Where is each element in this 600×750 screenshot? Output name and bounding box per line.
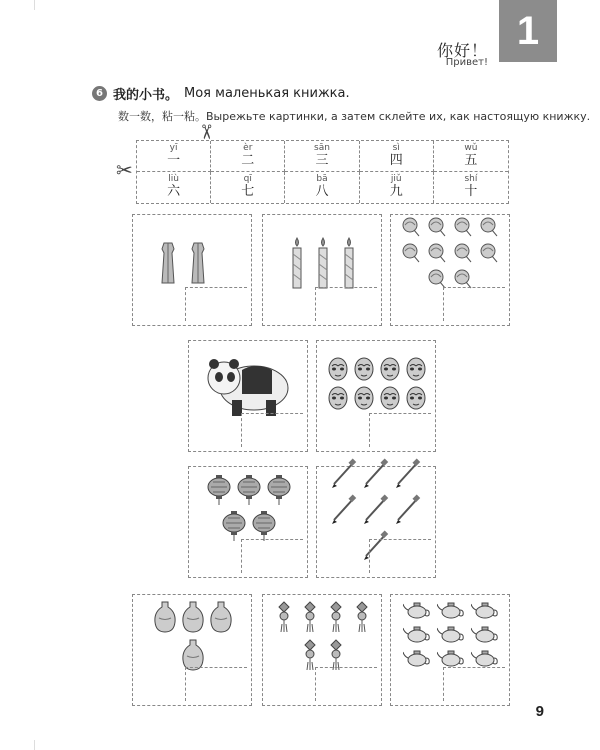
lantern-icon [267,475,291,507]
number-cell [285,172,359,203]
cutout-card-masks[interactable] [316,340,436,452]
hanzi: 七 [241,184,255,200]
lantern-icon [237,475,261,507]
instruction-cn: 数一数，粘一粘。 [118,110,206,123]
knot-icon [274,600,294,634]
lollipop-icon [428,217,448,239]
card-picture [325,345,429,423]
pinyin: sì [392,142,400,153]
brush-icon [396,458,422,490]
answer-box[interactable] [315,287,377,321]
cutout-card-candles[interactable] [262,214,382,326]
teapot-icon [403,624,431,644]
hanzi: 六 [167,184,181,200]
cutout-card-dresses[interactable] [132,214,252,326]
hanzi: 三 [315,152,329,168]
teapot-icon [437,648,465,668]
teapot-icon [471,600,499,620]
hanzi: 九 [389,184,403,200]
number-cell [434,141,508,172]
opera-mask-icon [354,357,374,382]
answer-box[interactable] [185,667,247,701]
instruction [118,108,590,124]
number-table [136,140,509,204]
candle-icon [313,236,333,290]
lollipop-icon [428,243,448,265]
lollipop-icon [480,217,500,239]
pinyin: yī [169,142,178,153]
lantern-icon [207,475,231,507]
answer-box[interactable] [369,413,431,447]
card-picture [397,597,505,671]
lollipop-icon [402,217,422,239]
number-cell [211,172,285,203]
lollipop-icon [402,243,422,265]
answer-box[interactable] [443,667,505,701]
pinyin: jiǔ [390,174,402,185]
lollipop-icon [480,243,500,265]
lollipop-icon [454,243,474,265]
hanzi: 一 [167,152,181,168]
scissors-icon: ✂ [194,123,219,141]
qipao-dress-icon [156,239,180,287]
section-number: 6 [92,86,107,101]
answer-box[interactable] [185,287,247,321]
card-picture [139,599,247,673]
pinyin: sān [314,142,330,153]
opera-mask-icon [406,386,426,411]
brush-icon [364,458,390,490]
opera-mask-icon [406,357,426,382]
knot-icon [300,600,320,634]
opera-mask-icon [354,386,374,411]
vase-icon [182,600,204,634]
brush-icon [332,494,358,526]
knot-icon [352,600,372,634]
cutout-card-knots[interactable] [262,594,382,706]
opera-mask-icon [380,386,400,411]
instruction-ru: Вырежьте картинки, а затем склейте их, как настоящую книжку. [206,110,591,123]
unit-number: 1 [516,8,540,53]
hanzi: 五 [464,152,478,168]
section-heading [92,84,350,103]
number-cell [211,141,285,172]
number-cell [360,141,434,172]
teapot-icon [471,648,499,668]
candle-icon [287,236,307,290]
number-cell [360,172,434,203]
section-title-cn: 我的小书。 [113,88,179,103]
number-cell [285,141,359,172]
card-picture [399,219,503,289]
hanzi: 八 [315,184,329,200]
hanzi: 十 [464,184,478,200]
vase-icon [154,600,176,634]
opera-mask-icon [328,386,348,411]
card-picture [197,347,297,421]
answer-box[interactable] [443,287,505,321]
scissors-icon: ✂ [116,158,133,182]
pinyin: wǔ [464,142,478,153]
opera-mask-icon [328,357,348,382]
teapot-icon [437,624,465,644]
answer-box[interactable] [241,413,303,447]
pinyin: qī [243,174,252,185]
card-picture [269,597,377,675]
answer-box[interactable] [369,539,431,573]
answer-box[interactable] [241,539,303,573]
lollipop-icon [454,217,474,239]
brush-icon [396,494,422,526]
candle-icon [339,236,359,290]
teapot-icon [437,600,465,620]
hanzi: 四 [389,152,403,168]
hanzi: 二 [241,152,255,168]
teapot-icon [403,600,431,620]
cutout-card-lanterns[interactable] [188,466,308,578]
cutout-card-vases[interactable] [132,594,252,706]
panda-icon [202,348,292,420]
cutout-card-brushes[interactable] [316,466,436,578]
answer-box[interactable] [315,667,377,701]
knot-icon [326,600,346,634]
number-cell [137,172,211,203]
section-title-ru: Моя маленькая книжка. [184,86,350,101]
brush-icon [332,458,358,490]
unit-number-badge [499,0,557,62]
cutout-card-teapots[interactable] [390,594,510,706]
page-number: 9 [535,703,544,720]
cutout-card-panda[interactable] [188,340,308,452]
cutout-card-lollipops[interactable] [390,214,510,326]
number-cell [137,141,211,172]
pinyin: liù [168,174,179,185]
vase-icon [210,600,232,634]
lesson-title: 你好！ [436,41,488,60]
pinyin: shí [464,174,478,185]
pinyin: èr [243,142,253,153]
qipao-dress-icon [186,239,210,287]
opera-mask-icon [380,357,400,382]
pinyin: bā [316,174,328,185]
card-picture [325,471,429,549]
card-picture [197,471,301,547]
lesson-subtitle: Привет! [445,57,488,68]
teapot-icon [403,648,431,668]
number-cell [434,172,508,203]
brush-icon [364,494,390,526]
teapot-icon [471,624,499,644]
